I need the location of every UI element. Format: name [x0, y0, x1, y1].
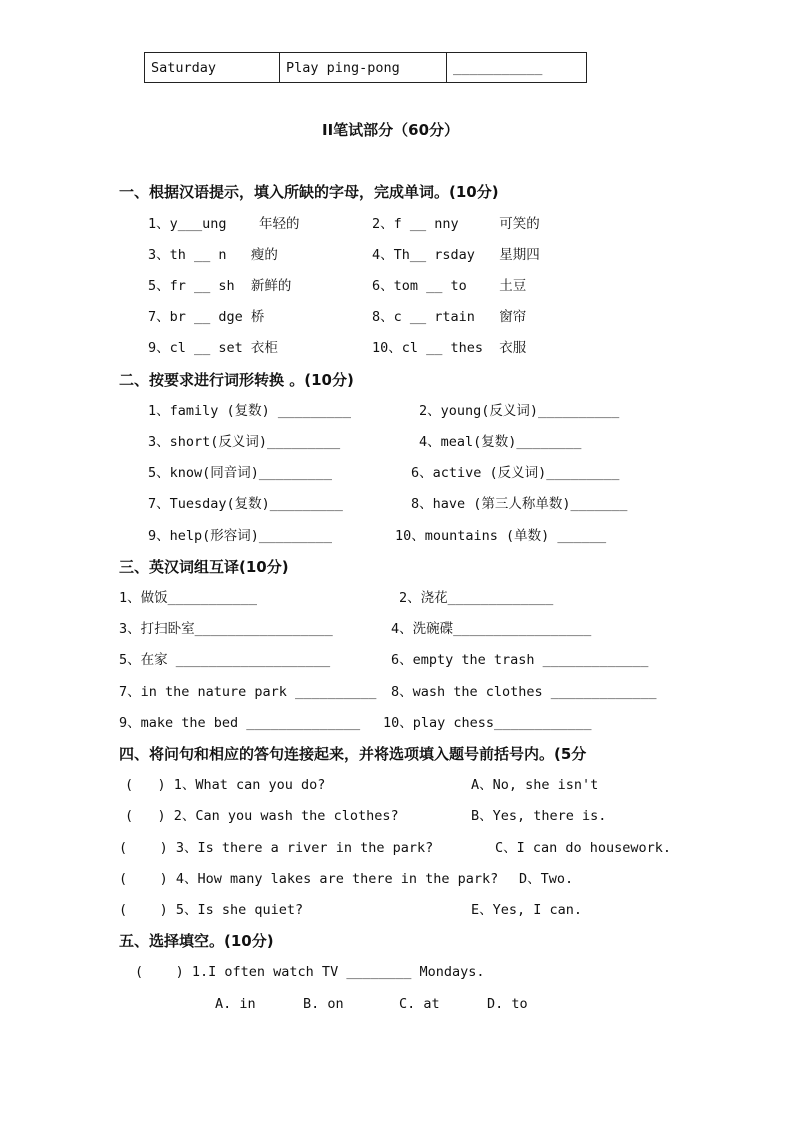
table-cell-blank: ___________	[447, 53, 587, 83]
list-item: 3、打扫卧室_________________	[119, 621, 333, 637]
match-question: ( ) 2、Can you wash the clothes?	[125, 808, 399, 824]
match-answer: C、I can do housework.	[495, 840, 672, 856]
list-item: 6、empty the trash _____________	[391, 652, 649, 668]
list-item: 7、Tuesday(复数)_________	[148, 496, 343, 512]
list-item: 1、做饭___________	[119, 590, 258, 606]
list-item: 2、young(反义词)__________	[419, 403, 620, 419]
match-question: ( ) 4、How many lakes are there in the park?	[119, 871, 499, 887]
schedule-table	[144, 52, 587, 83]
section-2-heading: 二、按要求进行词形转换 。(10分)	[119, 371, 354, 389]
list-item: 10、cl __ thes 衣服	[372, 340, 527, 356]
list-item: 2、f __ nny 可笑的	[372, 216, 540, 232]
list-item: 10、mountains (单数) ______	[395, 528, 607, 544]
list-item: 5、在家 ___________________	[119, 652, 331, 668]
list-item: 3、short(反义词)_________	[148, 434, 341, 450]
choice-option-d: D. to	[487, 996, 528, 1012]
list-item: 9、cl __ set 衣柜	[148, 340, 278, 356]
list-item: 7、br __ dge 桥	[148, 309, 265, 325]
match-answer: E、Yes, I can.	[471, 902, 583, 918]
section-5-heading: 五、选择填空。(10分)	[119, 932, 274, 950]
choice-option-a: A. in	[215, 996, 256, 1012]
match-answer: D、Two.	[519, 871, 574, 887]
section-1-heading: 一、根据汉语提示，填入所缺的字母，完成单词。(10分)	[119, 183, 499, 201]
choice-question: ( ) 1.I often watch TV ________ Mondays.	[135, 964, 485, 980]
list-item: 4、Th__ rsday 星期四	[372, 247, 540, 263]
list-item: 7、in the nature park __________	[119, 684, 377, 700]
list-item: 9、help(形容词)_________	[148, 528, 333, 544]
list-item: 6、tom __ to 土豆	[372, 278, 527, 294]
list-item: 8、wash the clothes _____________	[391, 684, 657, 700]
list-item: 8、have (第三人称单数)_______	[411, 496, 628, 512]
list-item: 2、浇花_____________	[399, 590, 554, 606]
match-answer: A、No, she isn't	[471, 777, 599, 793]
match-question: ( ) 5、Is she quiet?	[119, 902, 304, 918]
match-question: ( ) 3、Is there a river in the park?	[119, 840, 434, 856]
table-cell-day: Saturday	[145, 53, 280, 83]
match-question: ( ) 1、What can you do?	[125, 777, 326, 793]
list-item: 8、c __ rtain 窗帘	[372, 309, 527, 325]
choice-option-b: B. on	[303, 996, 344, 1012]
list-item: 1、y___ung 年轻的	[148, 216, 300, 232]
table-cell-activity: Play ping-pong	[280, 53, 447, 83]
list-item: 5、fr __ sh 新鲜的	[148, 278, 292, 294]
choice-option-c: C. at	[399, 996, 440, 1012]
list-item: 3、th __ n 瘦的	[148, 247, 278, 263]
list-item: 1、family (复数) _________	[148, 403, 352, 419]
list-item: 4、meal(复数)________	[419, 434, 582, 450]
list-item: 9、make the bed ______________	[119, 715, 361, 731]
list-item: 5、know(同音词)_________	[148, 465, 333, 481]
section-4-heading: 四、将问句和相应的答句连接起来，并将选项填入题号前括号内。(5分	[119, 745, 587, 763]
page-title: II笔试部分（60分）	[322, 121, 460, 139]
list-item: 6、active (反义词)_________	[411, 465, 620, 481]
match-answer: B、Yes, there is.	[471, 808, 607, 824]
list-item: 10、play chess____________	[383, 715, 592, 731]
list-item: 4、洗碗碟_________________	[391, 621, 592, 637]
table-row	[145, 53, 587, 83]
section-3-heading: 三、英汉词组互译(10分)	[119, 558, 289, 576]
